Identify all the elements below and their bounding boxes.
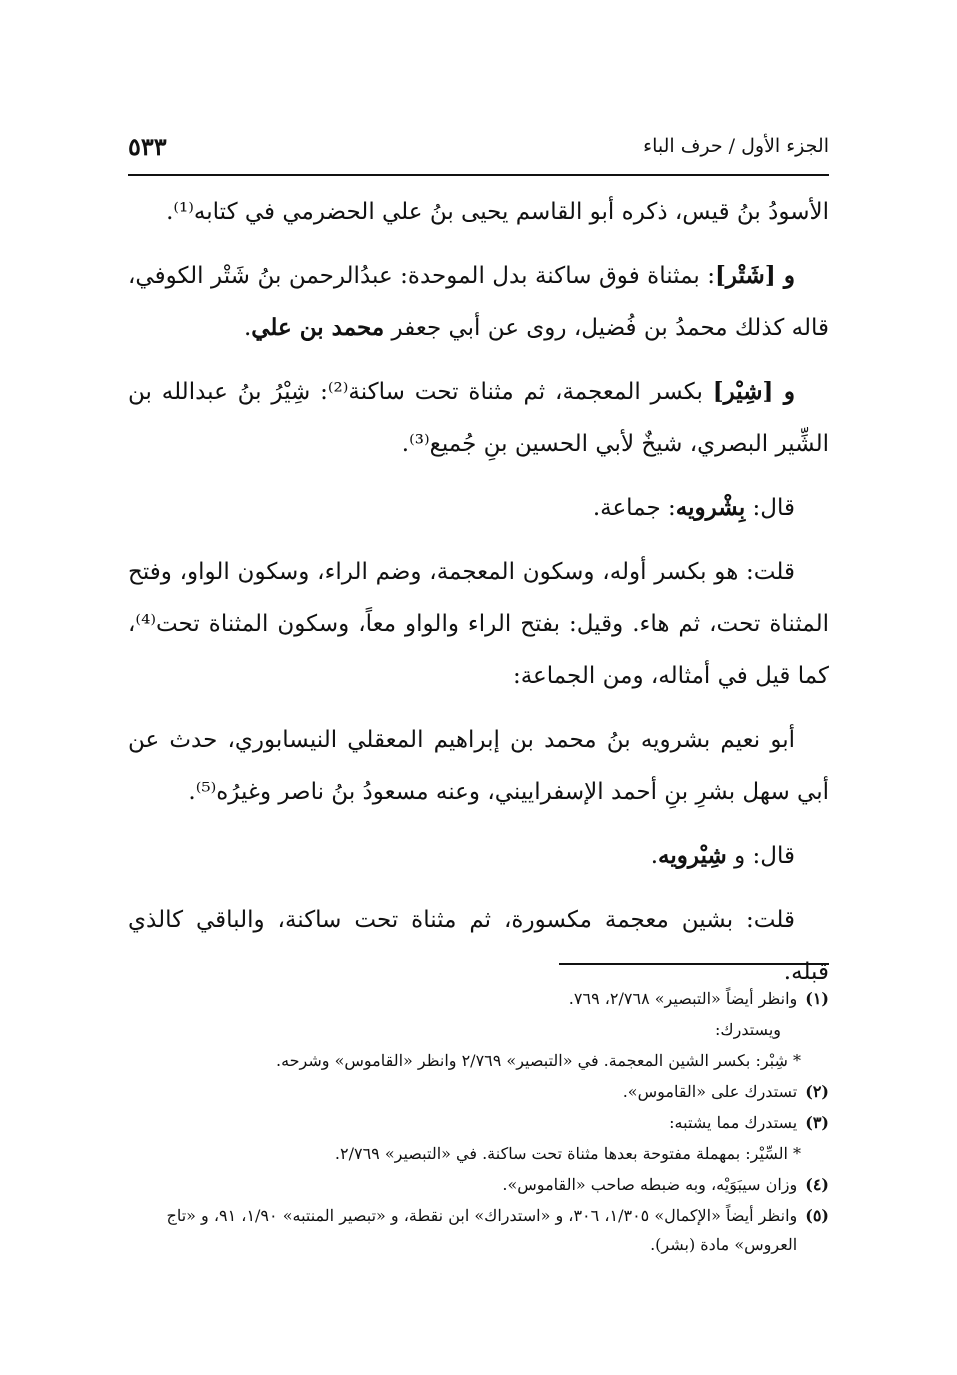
paragraph-6 [128,714,829,818]
footnote-number: (٢) [805,1082,829,1101]
footnote-3 [128,1108,829,1137]
entry-heading-shiruyah: شِيْرويه [658,842,727,869]
footnote-text: يستدرك مما يشتبه: [669,1113,798,1132]
entry-heading-shatr: و [شَتْر] [715,262,795,289]
running-title: الجزء الأول / حرف الباء [643,135,829,157]
footnote-number: (١) [805,989,829,1008]
footnote-1-sub-entry: * شِبْر: بكسر الشين المعجمة. في «التبصير» ٢/٧٦٩ وانظر «القاموس» وشرحه. [275,1051,801,1070]
paragraph-8-text: قلت: بشين معجمة مكسورة، ثم مثناة تحت ساكنة، والباقي كالذي قبله. [128,907,829,985]
paragraph-3-text: بكسر المعجمة، ثم مثناة تحت ساكنة⁽²⁾: شِيْرُ بنُ عبدالله بن الشِّير البصري، شيخٌ لأبي الحسين بنِ جُميع⁽³⁾. [128,379,829,457]
paragraph-5-text: قلت: هو بكسر أوله، وسكون المعجمة، وضم الراء، وسكون الواو، وفتح المثناة تحت، ثم هاء. وقيل: بفتح الراء والواو معاً، وسكون المثناة تحت⁽⁴⁾، كما قيل في أمثاله، ومن الجماعة: [128,559,829,689]
footnotes [128,984,829,1261]
paragraph-6-text: أبو نعيم بشرويه بنُ محمد بن إبراهيم المعقلي النيسابوري، حدث عن أبي سهل بشرِ بنِ أحمد الإسفراييني، وعنه مسعودُ بنُ ناصر وغيرُه⁽⁵⁾. [128,727,829,805]
paragraph-1 [128,186,829,238]
paragraph-4 [128,482,829,534]
footnote-5 [128,1201,829,1259]
footnote-text: وزان سيبَوَيْه، وبه ضبطه صاحب «القاموس». [502,1175,798,1194]
paragraph-8 [128,894,829,998]
footnote-text: وانظر أيضاً «الإكمال» ١/٣٠٥، ٣٠٦، و «استدراك» ابن نقطة، و «تبصير المنتبه» ١/٩٠، ٩١، و «تاج العروس» مادة (بشر). [166,1206,798,1254]
footnote-separator [559,963,829,965]
footnote-3-sub-entry: * السِّيْر: بمهملة مفتوحة بعدها مثناة تحت ساكنة. في «التبصير» ٢/٧٦٩. [334,1144,801,1163]
entry-heading-shir: و [شِيْر] [712,378,796,405]
paragraph-1-text: الأسودُ بنُ قيس، ذكره أبو القاسم يحيى بنُ علي الحضرمي في كتابه⁽¹⁾. [166,199,829,225]
paragraph-7-end: . [650,843,659,869]
footnote-number: (٣) [805,1113,829,1132]
footnote-1-sub: ويستدرك: [715,1020,781,1039]
paragraph-2-text: : بمثناة فوق ساكنة بدل الموحدة: عبدُالرحمن بنُ شَتْر الكوفي، قاله كذلك محمدُ بن فُضيل، روى عن أبي جعفر [128,263,829,341]
paragraph-7-label: قال: و [726,843,795,869]
footnote-number: (٥) [805,1206,829,1225]
footnote-2 [128,1077,829,1106]
paragraph-3 [128,366,829,470]
entry-heading-bishruyah: بِشْرويه [675,494,746,521]
paragraph-2-bold-name: محمد بن علي [251,314,385,341]
main-text [128,186,829,1010]
footnote-text: وانظر أيضاً «التبصير» ٢/٧٦٨، ٧٦٩. [568,989,798,1008]
paragraph-5 [128,546,829,702]
paragraph-7 [128,830,829,882]
paragraph-2-end: . [243,315,252,341]
paragraph-2 [128,250,829,354]
footnote-1 [128,984,829,1013]
header-rule [128,174,829,176]
footnote-4 [128,1170,829,1199]
footnote-text: تستدرك على «القاموس». [622,1082,798,1101]
page-header [128,128,829,164]
paragraph-4-label: قال: [745,495,795,521]
paragraph-4-text: : جماعة. [592,495,676,521]
page-number: ٥٣٣ [128,131,167,161]
footnote-number: (٤) [805,1175,829,1194]
